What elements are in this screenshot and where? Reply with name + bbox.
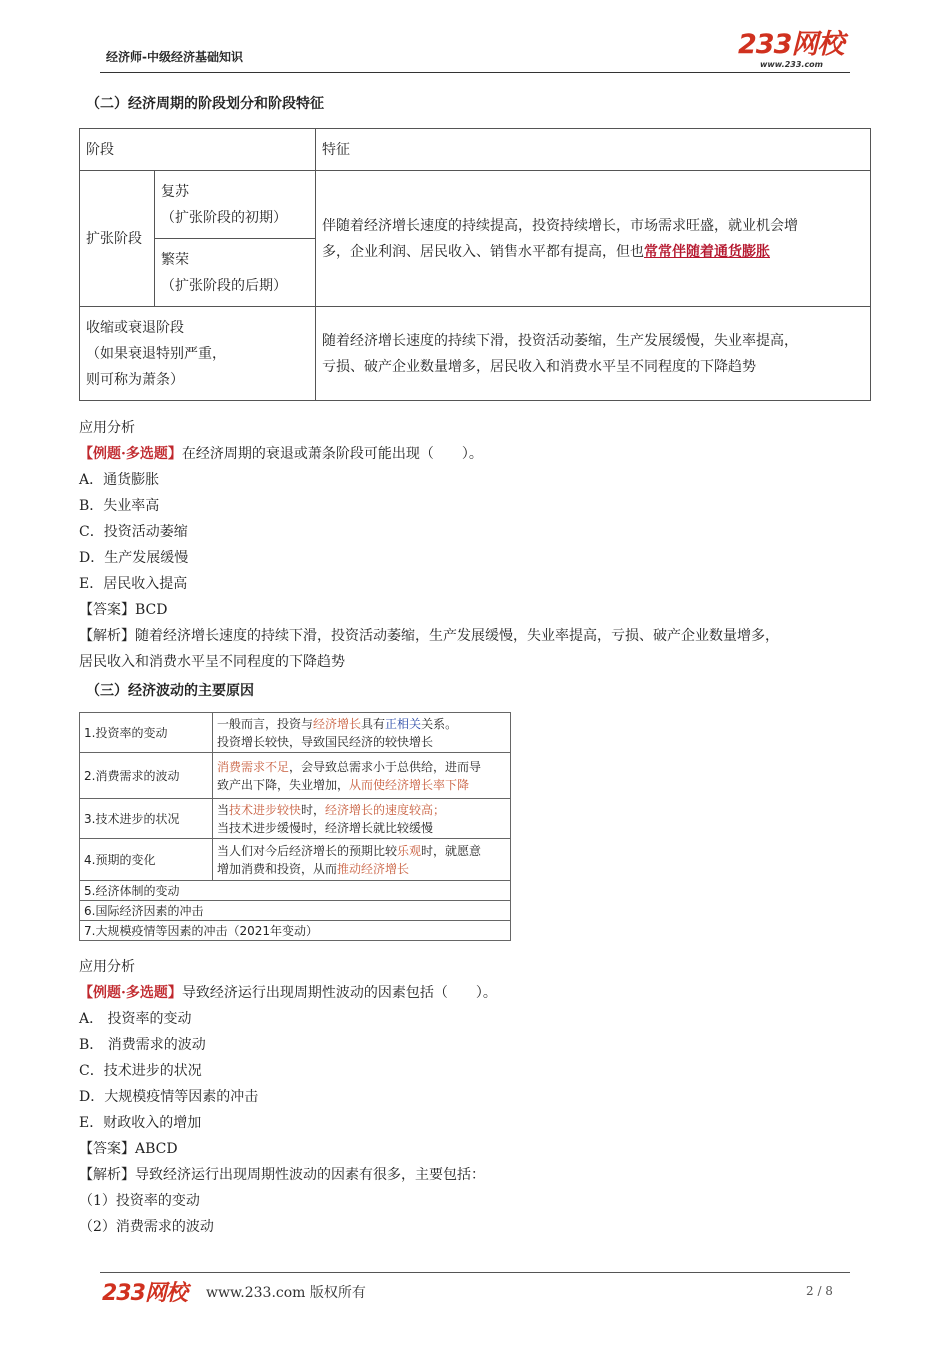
desc-text: 时，: [301, 802, 326, 817]
cause-desc: [213, 753, 511, 799]
desc-text: 当人们对今后经济增长的预期比较: [217, 843, 398, 858]
q1-intro: 应用分析: [79, 420, 135, 436]
stage-contraction-line2: （如果衰退特别严重，: [86, 345, 226, 362]
footer-logo: 233网校: [102, 1281, 187, 1306]
cause-desc: [213, 839, 511, 881]
feature-expansion: [316, 171, 871, 307]
page-number: 2 / 8: [806, 1284, 833, 1298]
q1-option: B．失业率高: [79, 498, 160, 514]
brand-logo-text: 233网校: [738, 29, 844, 60]
q2-analysis: 【解析】导致经济运行出现周期性波动的因素有很多，主要包括：: [79, 1167, 485, 1183]
feature-expansion-line2: [322, 239, 864, 265]
feature-inflation-highlight: 常常伴随着通货膨胀: [644, 243, 770, 260]
cause-desc-line: [217, 715, 506, 733]
fluctuation-causes-table: [79, 712, 511, 941]
cause-cell: 2.消费需求的波动: [80, 753, 213, 799]
q2-option: D．大规模疫情等因素的冲击: [79, 1089, 259, 1105]
q2-tag: 【例题·多选题】: [79, 985, 182, 1001]
cause-cell: 7.大规模疫情等因素的冲击（2021年变动）: [80, 921, 511, 941]
section-heading-fluctuation-causes: （三）经济波动的主要原因: [86, 683, 254, 699]
cycle-stage-table: [79, 128, 871, 401]
q1-option: E．居民收入提高: [79, 576, 188, 592]
q1-question-text: 在经济周期的衰退或萧条阶段可能出现（ ）。: [181, 446, 483, 462]
cause-cell: 1.投资率的变动: [80, 713, 213, 753]
cause-cell: 6.国际经济因素的冲击: [80, 901, 511, 921]
cause-desc-line: [217, 776, 506, 794]
desc-text: 时，就愿意: [421, 843, 482, 858]
desc-text: 关系。: [421, 716, 458, 731]
q2-option: B． 消费需求的波动: [79, 1037, 206, 1053]
q1-option: C．投资活动萎缩: [79, 524, 188, 540]
stage-prosperity-note: （扩张阶段的后期）: [161, 277, 287, 294]
stage-contraction-line1: 收缩或衰退阶段: [86, 319, 184, 336]
desc-highlight: 乐观: [397, 843, 422, 858]
cause-cell: 4.预期的变化: [80, 839, 213, 881]
q1-analysis-line1: 【解析】随着经济增长速度的持续下滑，投资活动萎缩，生产发展缓慢，失业率提高，亏损、破产企业数量增多，: [79, 628, 779, 644]
q2-question-text: 导致经济运行出现周期性波动的因素包括（ ）。: [181, 985, 497, 1001]
q2-option: A． 投资率的变动: [79, 1011, 192, 1027]
cause-desc-line: [217, 758, 506, 776]
desc-text: 当: [217, 802, 230, 817]
cause-cell: 5.经济体制的变动: [80, 881, 511, 901]
stage-expansion: 扩张阶段: [80, 171, 155, 307]
q2-option: C．技术进步的状况: [79, 1063, 202, 1079]
q2-point: （2）消费需求的波动: [79, 1219, 214, 1235]
stage-recovery-name: 复苏: [161, 183, 189, 200]
table-header-stage: 阶段: [80, 129, 316, 171]
document-header-title: 经济师-中级经济基础知识: [106, 50, 243, 64]
cause-desc: [213, 713, 511, 753]
cause-desc-line: [217, 801, 506, 819]
desc-text: 致产出下降，失业增加，: [217, 777, 350, 792]
cause-desc: [213, 799, 511, 839]
q1-tag: 【例题·多选题】: [79, 446, 182, 462]
header-divider: [100, 72, 850, 73]
cause-desc-line: 投资增长较快，导致国民经济的较快增长: [217, 734, 434, 749]
stage-recovery-note: （扩张阶段的初期）: [161, 209, 287, 226]
q2-question: [79, 983, 497, 1003]
brand-logo: [738, 30, 858, 74]
q1-analysis-line2: 居民收入和消费水平呈不同程度的下降趋势: [79, 654, 345, 670]
desc-text: 增加消费和投资，从而: [217, 861, 338, 876]
stage-prosperity-name: 繁荣: [161, 251, 189, 268]
brand-logo-url: www.233.com: [760, 60, 824, 69]
cause-cell: 3.技术进步的状况: [80, 799, 213, 839]
q2-point: （1）投资率的变动: [79, 1193, 200, 1209]
q1-question: [79, 444, 483, 464]
feature-expansion-text: 多，企业利润、居民收入、销售水平都有提高，但也: [322, 243, 644, 260]
desc-text: 具有: [361, 716, 386, 731]
feature-expansion-line1: 伴随着经济增长速度的持续提高，投资持续增长，市场需求旺盛，就业机会增: [322, 217, 798, 234]
q2-intro: 应用分析: [79, 959, 135, 975]
table-header-feature: 特征: [316, 129, 871, 171]
stage-prosperity: [155, 239, 316, 307]
desc-highlight: 经济增长: [313, 716, 362, 731]
desc-text: ，会导致总需求小于总供给，进而导: [289, 759, 482, 774]
cause-desc-line: [217, 860, 506, 878]
cause-desc-line: 当技术进步缓慢时，经济增长就比较缓慢: [217, 820, 434, 835]
desc-highlight-blue: 正相关: [385, 716, 422, 731]
stage-contraction: [80, 307, 316, 401]
q1-answer: 【答案】BCD: [79, 602, 168, 618]
q1-option: A．通货膨胀: [79, 472, 160, 488]
section-heading-cycle-stages: （二）经济周期的阶段划分和阶段特征: [86, 96, 324, 112]
q2-answer: 【答案】ABCD: [79, 1141, 178, 1157]
stage-recovery: [155, 171, 316, 239]
footer-copyright: www.233.com 版权所有: [206, 1285, 366, 1301]
footer-divider: [100, 1272, 850, 1273]
cause-desc-line: [217, 842, 506, 860]
feature-contraction: [316, 307, 871, 401]
feature-contraction-line2: 亏损、破产企业数量增多，居民收入和消费水平呈不同程度的下降趋势: [322, 358, 756, 375]
desc-highlight: 经济增长的速度较高；: [325, 802, 446, 817]
desc-text: 一般而言，投资与: [217, 716, 314, 731]
desc-highlight: 技术进步较快: [229, 802, 302, 817]
q1-option: D．生产发展缓慢: [79, 550, 189, 566]
desc-highlight: 从而使经济增长率下降: [349, 777, 470, 792]
desc-highlight: 消费需求不足: [217, 759, 290, 774]
stage-contraction-line3: 则可称为萧条）: [86, 371, 184, 388]
desc-highlight: 推动经济增长: [337, 861, 410, 876]
feature-contraction-line1: 随着经济增长速度的持续下滑，投资活动萎缩，生产发展缓慢，失业率提高，: [322, 332, 798, 349]
q2-option: E．财政收入的增加: [79, 1115, 202, 1131]
